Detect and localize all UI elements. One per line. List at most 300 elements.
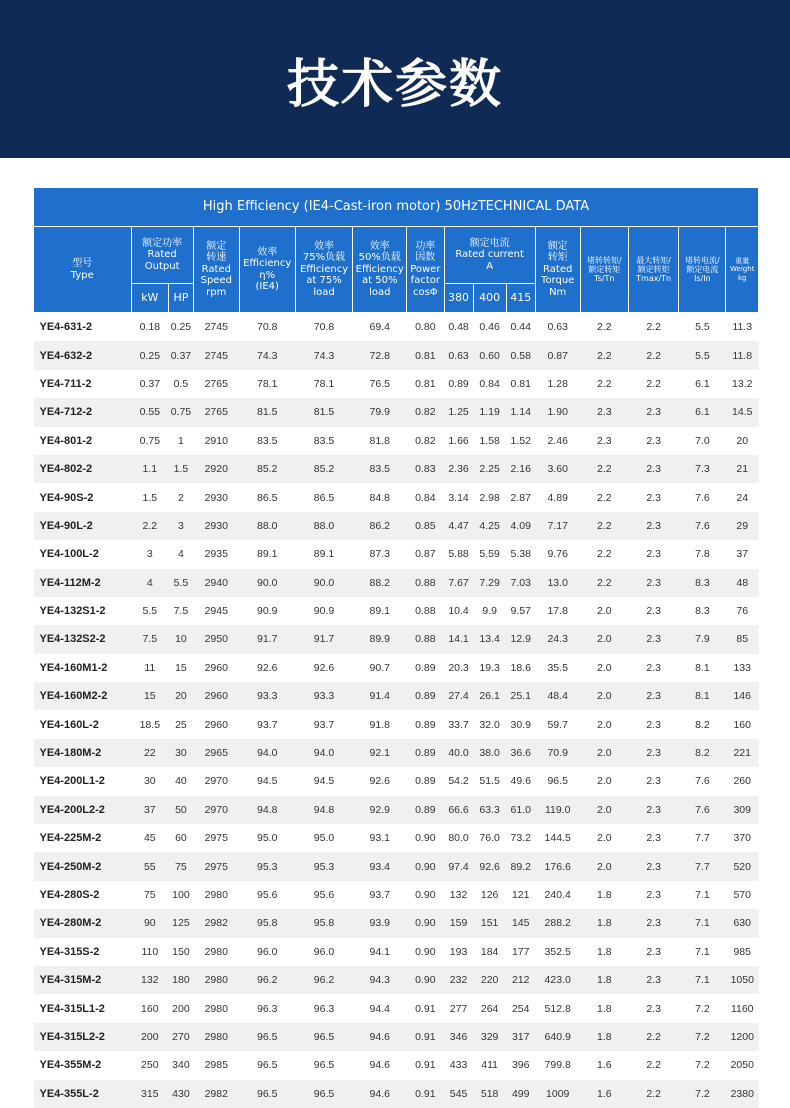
table-cell: 63.3: [473, 796, 506, 824]
table-cell: 119.0: [535, 796, 580, 824]
table-cell: 0.90: [415, 889, 436, 901]
table-cell: 3: [169, 512, 194, 540]
table-cell: 0.87: [415, 548, 436, 561]
table-cell: 55: [131, 852, 169, 880]
table-cell: 11.3: [732, 321, 753, 334]
model-cell: YE4-200L2-2: [34, 796, 132, 824]
table-cell: 93.9: [353, 909, 407, 937]
table-cell: 1.58: [479, 434, 500, 447]
table-cell: 2.0: [580, 852, 628, 880]
table-cell: 0.89: [415, 661, 436, 674]
table-title: High Efficiency (IE4-Cast-iron motor) 50HzTECHNICAL DATA: [34, 188, 759, 227]
table-cell: 7.1: [679, 966, 726, 994]
table-cell: 95.8: [295, 909, 353, 937]
table-cell: 0.60: [473, 341, 506, 369]
table-cell: 94.5: [313, 775, 335, 788]
table-cell: 0.91: [415, 1059, 436, 1072]
model-cell: YE4-280S-2: [39, 889, 100, 901]
table-cell: 0.81: [510, 377, 531, 390]
table-cell: 0.90: [415, 832, 436, 845]
table-cell: 0.37: [169, 341, 194, 369]
table-row: [34, 341, 759, 369]
table-cell: 3: [146, 548, 153, 561]
table-cell: 90.0: [295, 569, 353, 597]
table-cell: 90: [131, 909, 169, 937]
table-cell: 87.3: [369, 548, 390, 561]
model-cell: YE4-160L-2: [39, 718, 99, 731]
table-cell: 1.8: [597, 945, 612, 958]
table-cell: 92.9: [353, 796, 407, 824]
table-cell: 29: [726, 512, 759, 540]
table-cell: 30.9: [510, 718, 531, 731]
header-type: 型号 Type: [34, 227, 132, 313]
table-cell: 18.6: [510, 661, 531, 674]
model-cell: YE4-90L-2: [34, 512, 132, 540]
table-cell: 2745: [193, 341, 239, 369]
model-cell: YE4-632-2: [34, 341, 132, 369]
table-cell: 2930: [193, 512, 239, 540]
table-cell: 88.0: [239, 512, 295, 540]
table-cell: 26.1: [473, 682, 506, 710]
table-cell: 1.8: [597, 1002, 612, 1015]
header-efficiency-50: 效率 50%负载 Efficiency at 50% load: [353, 227, 407, 313]
table-cell: 19.3: [479, 661, 500, 674]
table-cell: 512.8: [544, 1002, 571, 1015]
table-cell: 0.91: [407, 1023, 445, 1051]
table-cell: 2980: [204, 889, 228, 901]
table-cell: 2.16: [506, 455, 535, 483]
table-cell: 2.0: [597, 661, 612, 674]
table-cell: 2380: [726, 1080, 759, 1108]
table-cell: 3.60: [535, 455, 580, 483]
table-cell: 9.57: [510, 605, 531, 618]
table-cell: 83.5: [313, 434, 335, 447]
table-cell: 12.9: [506, 625, 535, 653]
table-row: [34, 710, 759, 738]
table-cell: 2.3: [628, 909, 678, 937]
table-cell: 2.2: [131, 512, 169, 540]
table-cell: 2.0: [580, 625, 628, 653]
table-cell: 90.9: [256, 605, 278, 618]
table-cell: 95.3: [239, 852, 295, 880]
table-cell: 2.3: [646, 945, 661, 958]
table-cell: 94.6: [353, 1080, 407, 1108]
table-cell: 640.9: [535, 1023, 580, 1051]
table-cell: 9.9: [482, 605, 497, 618]
table-cell: 10.4: [448, 605, 469, 618]
table-cell: 277: [449, 1002, 468, 1015]
table-cell: 95.8: [239, 909, 295, 937]
table-cell: 2.36: [444, 455, 473, 483]
table-cell: 90.7: [369, 661, 390, 674]
table-cell: 2.2: [580, 455, 628, 483]
table-cell: 37: [131, 796, 169, 824]
table-cell: 2.0: [597, 718, 612, 731]
table-cell: 0.48: [448, 321, 469, 334]
table-cell: 630: [726, 909, 759, 937]
table-cell: 0.5: [173, 377, 189, 390]
header-is-in: 堵转电流/ 额定电流 Is/In: [679, 227, 726, 313]
table-cell: 0.25: [170, 321, 192, 334]
table-cell: 72.8: [353, 341, 407, 369]
table-cell: 96.2: [295, 966, 353, 994]
table-cell: 6.1: [679, 398, 726, 426]
table-cell: 5.5: [695, 321, 710, 334]
table-cell: 96.5: [547, 775, 568, 788]
table-cell: 2.0: [580, 796, 628, 824]
table-cell: 54.2: [448, 775, 469, 788]
table-cell: 7.6: [695, 491, 710, 504]
table-cell: 2.3: [646, 434, 661, 447]
table-cell: 13.4: [473, 625, 506, 653]
table-cell: 2.0: [580, 739, 628, 767]
table-cell: 100: [172, 889, 190, 901]
table-cell: 7.9: [679, 625, 726, 653]
table-cell: 7.0: [695, 434, 710, 447]
table-cell: 32.0: [479, 718, 500, 731]
table-cell: 499: [506, 1080, 535, 1108]
table-cell: 96.5: [313, 1059, 335, 1072]
table-cell: 0.75: [169, 398, 194, 426]
table-cell: 2.0: [597, 775, 612, 788]
table-cell: 132: [131, 966, 169, 994]
table-cell: 1.14: [506, 398, 535, 426]
table-cell: 0.82: [415, 434, 436, 447]
table-cell: 69.4: [369, 321, 390, 334]
table-cell: 7.2: [679, 1023, 726, 1051]
table-cell: 2.46: [547, 434, 568, 447]
table-cell: 433: [449, 1059, 468, 1072]
table-cell: 370: [733, 832, 751, 845]
header-rated-current: 额定电流 Rated current A: [444, 227, 535, 284]
table-cell: 254: [511, 1002, 530, 1015]
table-cell: 0.89: [407, 739, 445, 767]
header-kw: kW: [131, 284, 169, 313]
table-cell: 430: [169, 1080, 194, 1108]
table-cell: 7.67: [444, 569, 473, 597]
table-cell: 7.2: [695, 1002, 710, 1015]
table-cell: 95.0: [256, 832, 278, 845]
header-rated-torque: 额定 转矩 Rated Torque Nm: [535, 227, 580, 313]
table-cell: 177: [511, 945, 530, 958]
table-cell: 260: [733, 775, 751, 788]
table-cell: 288.2: [535, 909, 580, 937]
table-cell: 7.03: [506, 569, 535, 597]
header-415v: 415: [506, 284, 535, 313]
table-cell: 94.6: [369, 1059, 390, 1072]
model-cell: YE4-112M-2: [34, 569, 132, 597]
table-cell: 5.5: [169, 569, 194, 597]
table-cell: 0.91: [415, 1002, 436, 1015]
table-cell: 2.3: [580, 398, 628, 426]
table-cell: 73.2: [510, 832, 531, 845]
table-cell: 30: [169, 739, 194, 767]
table-cell: 2.2: [646, 321, 661, 334]
table-cell: 7.7: [695, 832, 710, 845]
model-cell: YE4-180M-2: [34, 739, 132, 767]
table-cell: 66.6: [444, 796, 473, 824]
table-cell: 81.5: [239, 398, 295, 426]
table-cell: 329: [473, 1023, 506, 1051]
table-cell: 2975: [204, 832, 228, 845]
table-cell: 2.3: [628, 455, 678, 483]
model-cell: YE4-711-2: [39, 377, 92, 390]
table-cell: 132: [449, 889, 468, 901]
table-cell: 8.3: [695, 605, 710, 618]
table-cell: 180: [169, 966, 194, 994]
table-cell: 7.2: [695, 1059, 710, 1072]
table-cell: 0.88: [407, 569, 445, 597]
table-cell: 270: [169, 1023, 194, 1051]
table-cell: 78.1: [313, 377, 335, 390]
table-cell: 250: [141, 1059, 159, 1072]
table-cell: 0.89: [407, 796, 445, 824]
table-cell: 1.8: [580, 1023, 628, 1051]
model-cell: YE4-132S1-2: [39, 605, 106, 618]
table-cell: 1200: [726, 1023, 759, 1051]
table-cell: 91.7: [295, 625, 353, 653]
table-cell: 93.7: [369, 889, 390, 901]
table-cell: 2.3: [628, 625, 678, 653]
table-cell: 95.3: [295, 852, 353, 880]
table-cell: 0.81: [407, 341, 445, 369]
table-cell: 81.5: [295, 398, 353, 426]
table-cell: 200: [131, 1023, 169, 1051]
table-cell: 7.6: [679, 512, 726, 540]
table-cell: 0.63: [444, 341, 473, 369]
table-cell: 2.3: [646, 1002, 661, 1015]
table-cell: 0.81: [415, 377, 436, 390]
table-cell: 2.0: [597, 832, 612, 845]
table-cell: 2.3: [646, 775, 661, 788]
table-cell: 232: [444, 966, 473, 994]
table-cell: 2.2: [597, 377, 612, 390]
table-cell: 2050: [730, 1059, 754, 1072]
table-cell: 37: [736, 548, 749, 561]
table-cell: 125: [169, 909, 194, 937]
table-row: [34, 540, 759, 568]
table-cell: 2.2: [646, 1059, 661, 1072]
table-row: [34, 796, 759, 824]
table-cell: 193: [449, 945, 468, 958]
table-cell: 411: [481, 1059, 498, 1072]
table-cell: 94.0: [295, 739, 353, 767]
table-cell: 20: [736, 434, 749, 447]
table-cell: 94.0: [239, 739, 295, 767]
table-cell: 94.8: [239, 796, 295, 824]
table-row: [34, 654, 759, 682]
table-cell: 96.0: [256, 945, 278, 958]
table-cell: 7.17: [535, 512, 580, 540]
table-cell: 5.5: [679, 341, 726, 369]
table-cell: 50: [169, 796, 194, 824]
table-cell: 22: [131, 739, 169, 767]
table-cell: 2.0: [580, 682, 628, 710]
table-cell: 340: [172, 1059, 190, 1072]
table-cell: 2960: [204, 661, 228, 674]
table-cell: 0.80: [415, 321, 436, 334]
model-cell: YE4-355M-2: [39, 1059, 102, 1072]
table-cell: 0.46: [479, 321, 500, 334]
table-cell: 1.6: [597, 1059, 612, 1072]
table-cell: 2980: [204, 1002, 228, 1015]
table-cell: 14.1: [444, 625, 473, 653]
table-cell: 89.1: [369, 605, 390, 618]
table-cell: 97.4: [444, 852, 473, 880]
table-cell: 2.2: [597, 321, 612, 334]
table-cell: 0.91: [407, 1080, 445, 1108]
table-cell: 35.5: [547, 661, 568, 674]
table-cell: 160: [733, 718, 751, 731]
table-cell: 2.25: [473, 455, 506, 483]
table-cell: 4.47: [444, 512, 473, 540]
table-cell: 545: [444, 1080, 473, 1108]
table-cell: 1.19: [473, 398, 506, 426]
table-cell: 0.44: [510, 321, 531, 334]
table-cell: 8.2: [679, 739, 726, 767]
table-cell: 2.2: [646, 377, 661, 390]
model-cell: YE4-200L1-2: [39, 775, 105, 788]
table-cell: 13.0: [535, 569, 580, 597]
table-cell: 91.7: [239, 625, 295, 653]
table-cell: 92.1: [353, 739, 407, 767]
table-cell: 2945: [204, 605, 228, 618]
table-cell: 2: [177, 491, 184, 504]
table-row: [34, 313, 759, 342]
table-cell: 48.4: [535, 682, 580, 710]
table-cell: 2930: [204, 491, 228, 504]
table-cell: 11: [144, 661, 156, 674]
table-cell: 0.37: [139, 377, 161, 390]
table-cell: 2.3: [628, 739, 678, 767]
table-cell: 1.28: [547, 377, 568, 390]
table-cell: 2910: [204, 434, 228, 447]
table-cell: 78.1: [256, 377, 278, 390]
table-cell: 76: [736, 605, 749, 618]
table-cell: 96.3: [256, 1002, 278, 1015]
table-cell: 70.8: [313, 321, 335, 334]
table-cell: 1.5: [169, 455, 194, 483]
table-cell: 70.8: [256, 321, 278, 334]
table-row: [34, 483, 759, 511]
table-cell: 91.4: [353, 682, 407, 710]
table-cell: 74.3: [239, 341, 295, 369]
table-cell: 2980: [204, 945, 228, 958]
table-cell: 20.3: [448, 661, 469, 674]
table-cell: 85.2: [239, 455, 295, 483]
header-400v: 400: [473, 284, 506, 313]
table-cell: 2.3: [646, 832, 661, 845]
table-cell: 2.0: [597, 605, 612, 618]
table-cell: 86.2: [353, 512, 407, 540]
model-cell: YE4-160M2-2: [34, 682, 132, 710]
table-row: [34, 370, 759, 398]
table-cell: 94.4: [369, 1002, 390, 1015]
table-cell: 15: [175, 661, 187, 674]
table-cell: 94.8: [295, 796, 353, 824]
model-cell: YE4-315S-2: [39, 945, 100, 958]
table-cell: 81.8: [369, 434, 390, 447]
table-cell: 0.58: [506, 341, 535, 369]
table-cell: 1.90: [535, 398, 580, 426]
table-cell: 240.4: [544, 889, 571, 901]
model-cell: YE4-315L2-2: [34, 1023, 132, 1051]
table-cell: 27.4: [444, 682, 473, 710]
table-cell: 8.1: [695, 661, 710, 674]
table-cell: 1.8: [580, 966, 628, 994]
table-cell: 2.3: [628, 682, 678, 710]
table-row: [34, 1023, 759, 1051]
table-cell: 11.8: [726, 341, 759, 369]
table-cell: 1.6: [580, 1080, 628, 1108]
model-cell: YE4-712-2: [34, 398, 132, 426]
table-cell: 7.5: [131, 625, 169, 653]
header-power-factor: 功率 因数 Power factor cosΦ: [407, 227, 445, 313]
table-row: [34, 824, 759, 852]
table-cell: 0.63: [547, 321, 568, 334]
table-cell: 2765: [204, 377, 228, 390]
table-cell: 90.0: [239, 569, 295, 597]
table-cell: 4.89: [547, 491, 568, 504]
table-cell: 13.2: [732, 377, 753, 390]
table-cell: 51.5: [479, 775, 500, 788]
table-row: [34, 398, 759, 426]
table-cell: 2.2: [580, 569, 628, 597]
table-cell: 0.85: [407, 512, 445, 540]
table-cell: 352.5: [544, 945, 571, 958]
table-cell: 92.6: [256, 661, 278, 674]
table-row: [34, 455, 759, 483]
table-row: [34, 1080, 759, 1108]
table-cell: 0.18: [139, 321, 161, 334]
table-cell: 0.89: [415, 775, 436, 788]
table-cell: 7.8: [695, 548, 710, 561]
table-cell: 7.1: [679, 909, 726, 937]
table-cell: 151: [473, 909, 506, 937]
table-cell: 60: [175, 832, 187, 845]
table-cell: 145: [506, 909, 535, 937]
header-efficiency: 效率 Efficiency η% (IE4): [239, 227, 295, 313]
table-cell: 8.2: [695, 718, 710, 731]
table-cell: 212: [506, 966, 535, 994]
table-cell: 93.3: [295, 682, 353, 710]
table-cell: 7.29: [473, 569, 506, 597]
table-cell: 2980: [193, 1023, 239, 1051]
table-cell: 80.0: [448, 832, 469, 845]
model-cell: YE4-802-2: [34, 455, 132, 483]
table-cell: 40.0: [444, 739, 473, 767]
table-cell: 92.6: [369, 775, 390, 788]
table-cell: 2.3: [628, 398, 678, 426]
table-cell: 2.2: [628, 341, 678, 369]
table-row: [34, 427, 759, 455]
table-cell: 0.89: [407, 682, 445, 710]
table-cell: 85.2: [295, 455, 353, 483]
table-cell: 95.0: [313, 832, 335, 845]
table-cell: 2.87: [510, 491, 531, 504]
table-cell: 7.1: [695, 945, 710, 958]
table-row: [34, 739, 759, 767]
header-rated-speed: 额定 转速 Rated Speed rpm: [193, 227, 239, 313]
table-cell: 315: [131, 1080, 169, 1108]
table-row: [34, 625, 759, 653]
table-cell: 92.6: [313, 661, 335, 674]
page-banner: [0, 0, 790, 158]
table-cell: 7.1: [695, 889, 710, 901]
table-cell: 2.3: [646, 491, 661, 504]
table-cell: 93.1: [369, 832, 390, 845]
table-cell: 150: [172, 945, 190, 958]
